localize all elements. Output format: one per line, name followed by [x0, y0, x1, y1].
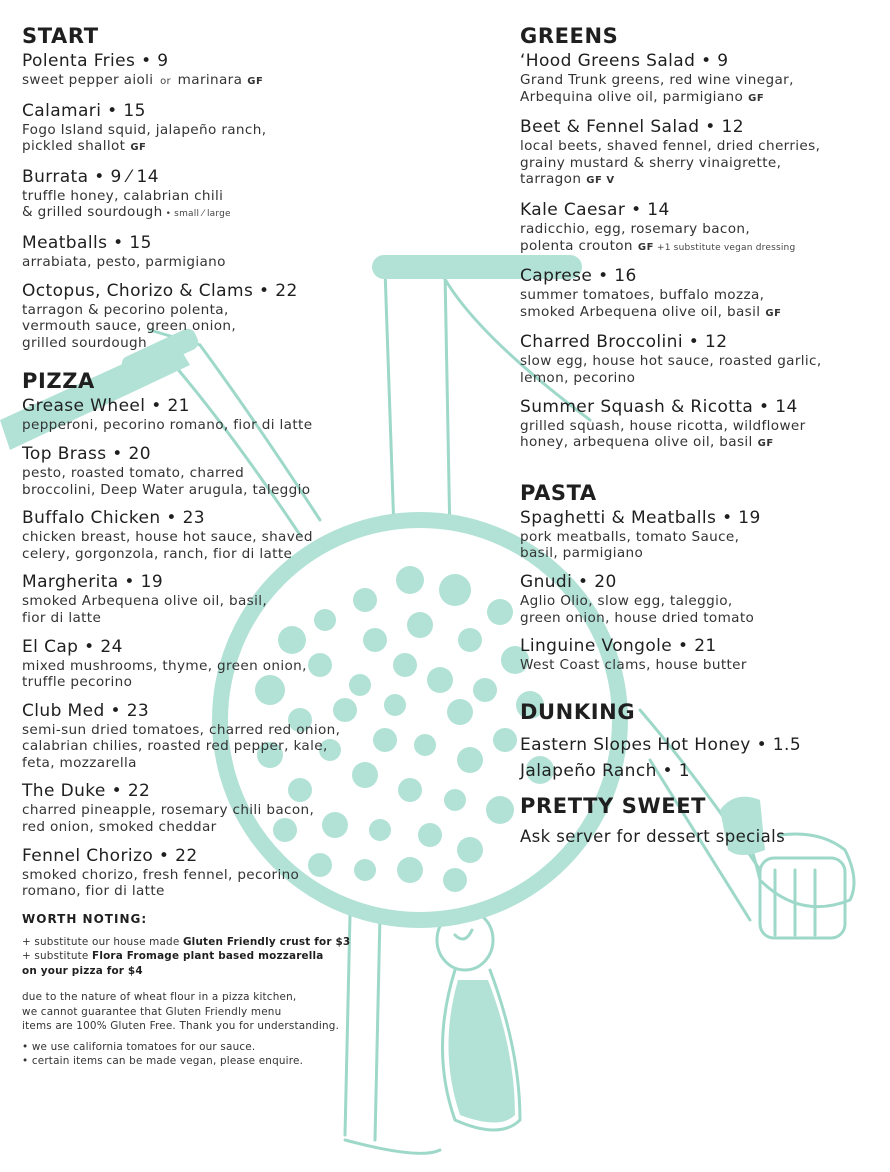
menu-item-description [520, 72, 885, 107]
menu-item-description [520, 418, 885, 453]
menu-item [520, 571, 885, 626]
menu-item-name: Octopus, Chorizo & Clams • 22 [22, 280, 298, 301]
menu-item-description [520, 287, 885, 322]
menu-item-description [22, 658, 492, 691]
desc-line: calabrian chilies, roasted red pepper, kale, [22, 738, 328, 755]
disclaimer-line: we cannot guarantee that Gluten Friendly menu [22, 1005, 282, 1018]
menu-item [520, 265, 885, 322]
menu-item-description [22, 254, 492, 271]
menu-item-name: Club Med • 23 [22, 700, 150, 721]
dunking-list [520, 732, 885, 784]
menu-item-description [22, 417, 492, 434]
menu-item [22, 780, 492, 835]
desc-line: semi-sun dried tomatoes, charred red onion, [22, 721, 341, 738]
menu-item [520, 199, 885, 256]
menu-item-name: Fennel Chorizo • 22 [22, 845, 198, 866]
bullet-note: • certain items can be made vegan, please enquire. [22, 1055, 304, 1068]
sub2-bold-b: on your pizza for $4 [22, 964, 143, 977]
desc-line: feta, mozzarella [22, 754, 137, 771]
menu-item-name: Gnudi • 20 [520, 571, 617, 592]
desc-line: mixed mushrooms, thyme, green onion, [22, 657, 307, 674]
menu-item-description [22, 72, 492, 91]
menu-item-description [22, 802, 492, 835]
section-title-pretty-sweet: PRETTY SWEET [520, 793, 707, 818]
dunking-item: Jalapeño Ranch • 1 [520, 760, 691, 781]
disclaimer-line: items are 100% Gluten Free. Thank you for understanding. [22, 1020, 340, 1033]
desc-line: Fogo Island squid, jalapeño ranch, [22, 121, 267, 138]
worth-noting-title: WORTH NOTING: [22, 911, 148, 926]
desc-line: broccolini, Deep Water arugula, taleggio [22, 481, 311, 498]
menu-item-name: El Cap • 24 [22, 636, 123, 657]
desc-text: sweet pepper aioli [22, 72, 154, 88]
desc-line: West Coast clams, house butter [520, 657, 747, 674]
menu-item-description [520, 353, 885, 386]
menu-item-description [22, 529, 492, 562]
item-note: +1 substitute vegan dressing [656, 242, 796, 253]
menu-item-name: Top Brass • 20 [22, 443, 151, 464]
menu-item [22, 395, 492, 434]
dessert-text: Ask server for dessert specials [520, 826, 786, 846]
menu-item [520, 396, 885, 453]
dunking-item: Eastern Slopes Hot Honey • 1.5 [520, 734, 802, 755]
menu-item [520, 507, 885, 562]
menu-item [520, 331, 885, 386]
desc-line: truffle honey, calabrian chili [22, 187, 224, 204]
menu-item [22, 571, 492, 626]
desc-line: Grand Trunk greens, red wine vinegar, [520, 72, 794, 88]
menu-item-name: Buffalo Chicken • 23 [22, 508, 206, 529]
menu-item-description [22, 722, 492, 772]
menu-item-description [22, 867, 492, 900]
menu-item-description [520, 657, 885, 674]
desc-line: radicchio, egg, rosemary bacon, [520, 220, 751, 237]
menu-item [22, 50, 492, 91]
menu-item-description [22, 122, 492, 157]
menu-item-name: ‘Hood Greens Salad • 9 [520, 51, 729, 71]
menu-item-description [22, 465, 492, 498]
menu-item-name: Summer Squash & Ricotta • 14 [520, 396, 798, 417]
menu-item-name: Grease Wheel • 21 [22, 396, 190, 417]
menu-item [22, 100, 492, 157]
menu-item-description [520, 138, 885, 190]
menu-item-description [520, 529, 885, 562]
menu-item-name: Burrata • 9 ⁄ 14 [22, 166, 159, 187]
desc-line: & grilled sourdough [22, 204, 163, 221]
section-title-pizza: PIZZA [22, 369, 95, 394]
desc-line: smoked Arbequena olive oil, basil, [22, 593, 268, 610]
desc-line: Arbequina olive oil, parmigiano [520, 88, 744, 105]
desc-line: chicken breast, house hot sauce, shaved [22, 529, 313, 546]
menu-item [22, 280, 492, 352]
dietary-tag: GF [757, 438, 774, 450]
menu-item-name: Charred Broccolini • 12 [520, 332, 728, 353]
menu-item [22, 166, 492, 223]
sub1-bold: Gluten Friendly crust for $3 [182, 935, 351, 948]
disclaimer-line: due to the nature of wheat flour in a pizza kitchen, [22, 991, 297, 1004]
section-title-start: START [22, 24, 99, 48]
menu-item [520, 116, 885, 190]
desc-line: local beets, shaved fennel, dried cherries, [520, 138, 821, 155]
section-title-pasta: PASTA [520, 480, 597, 505]
desc-line: charred pineapple, rosemary chili bacon, [22, 802, 315, 819]
desc-line: grilled sourdough [22, 334, 147, 351]
desc-line: vermouth sauce, green onion, [22, 318, 237, 335]
menu-item-description [22, 593, 492, 626]
pasta-list [520, 507, 885, 674]
sub2-bold-a: Flora Fromage plant based mozzarella [92, 950, 324, 963]
start-list [22, 50, 492, 351]
desc-line: pesto, roasted tomato, charred [22, 464, 245, 481]
desc-line: arrabiata, pesto, parmigiano [22, 253, 226, 270]
menu-item-name: Linguine Vongole • 21 [520, 636, 717, 657]
dietary-tag: GF [637, 241, 654, 253]
greens-list [520, 50, 885, 453]
bullet-notes [22, 1040, 492, 1069]
menu-item [22, 700, 492, 772]
menu-item-description [520, 221, 885, 256]
menu-item [22, 636, 492, 691]
menu-item [22, 845, 492, 900]
menu-item-name: Calamari • 15 [22, 100, 146, 121]
menu-item [22, 507, 492, 562]
desc-text: marinara [177, 72, 243, 88]
menu-item-name: Meatballs • 15 [22, 232, 152, 253]
desc-line: smoked Arbequena olive oil, basil [520, 303, 761, 320]
substitution-notes [22, 935, 492, 979]
desc-line: green onion, house dried tomato [520, 609, 755, 626]
dietary-tag: GF [765, 307, 782, 319]
desc-line: lemon, pecorino [520, 369, 636, 386]
desc-or: or [160, 76, 171, 87]
worth-noting [22, 912, 492, 1069]
desc-line: pickled shallot [22, 138, 126, 155]
menu-item-description [22, 188, 492, 223]
right-column [520, 22, 885, 848]
left-column [22, 22, 492, 1069]
desc-line: basil, parmigiano [520, 545, 644, 562]
menu-item [22, 443, 492, 498]
dietary-tag: GF [130, 142, 147, 154]
dietary-tag: GF [748, 92, 765, 104]
dietary-tag: GF [247, 76, 264, 87]
desc-line: grilled squash, house ricotta, wildflower [520, 417, 806, 434]
desc-line: honey, arbequena olive oil, basil [520, 434, 753, 451]
dietary-tag: GF V [586, 175, 615, 187]
desc-line: smoked chorizo, fresh fennel, pecorino [22, 866, 300, 883]
desc-line: tarragon [520, 171, 582, 188]
desc-line: fior di latte [22, 609, 102, 626]
desc-line: summer tomatoes, buffalo mozza, [520, 287, 765, 304]
desc-line: tarragon & pecorino polenta, [22, 301, 229, 318]
menu-item-name: Spaghetti & Meatballs • 19 [520, 507, 761, 528]
menu-item [22, 232, 492, 271]
desc-line: polenta crouton [520, 237, 633, 254]
pizza-list [22, 395, 492, 900]
desc-line: truffle pecorino [22, 674, 133, 691]
desc-line: grainy mustard & sherry vinaigrette, [520, 154, 782, 171]
menu-item-name: The Duke • 22 [22, 781, 151, 802]
sub1-text: + substitute our house made [22, 935, 183, 948]
menu-item [520, 50, 885, 107]
disclaimer [22, 990, 492, 1034]
section-title-dunking: DUNKING [520, 699, 636, 724]
desc-line: celery, gorgonzola, ranch, fior di latte [22, 545, 293, 562]
menu-item-name: Polenta Fries • 9 [22, 51, 169, 71]
desc-line: pork meatballs, tomato Sauce, [520, 528, 740, 545]
menu-item-name: Kale Caesar • 14 [520, 199, 670, 220]
menu-item-description [22, 302, 492, 352]
menu-item-name: Margherita • 19 [22, 572, 164, 593]
menu-item-name: Caprese • 16 [520, 266, 637, 287]
menu-item [520, 635, 885, 674]
item-note: • small ⁄ large [165, 209, 231, 220]
desc-line: romano, fior di latte [22, 883, 165, 900]
sub2-text: + substitute [22, 950, 93, 963]
menu-item-name: Beet & Fennel Salad • 12 [520, 117, 744, 138]
desc-line: slow egg, house hot sauce, roasted garlic, [520, 353, 822, 370]
menu-item-description [520, 593, 885, 626]
desc-line: pepperoni, pecorino romano, fior di latte [22, 417, 313, 434]
section-title-greens: GREENS [520, 24, 619, 48]
desc-line: Aglio Olio, slow egg, taleggio, [520, 592, 733, 609]
desc-line: red onion, smoked cheddar [22, 819, 217, 836]
bullet-note: • we use california tomatoes for our sauce. [22, 1040, 256, 1053]
